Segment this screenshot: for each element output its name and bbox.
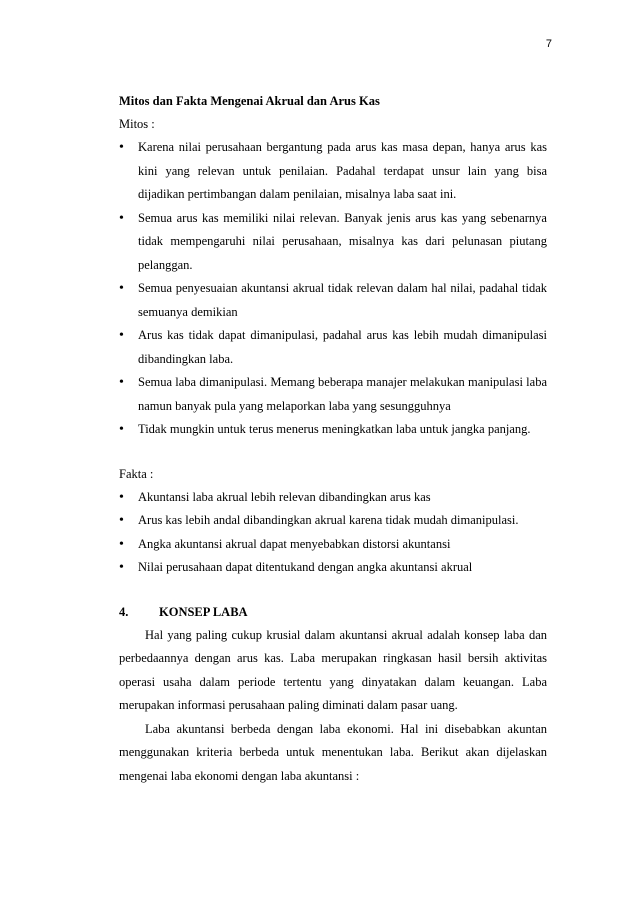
spacer [119, 442, 547, 462]
paragraph: Laba akuntansi berbeda dengan laba ekonomi. Hal ini disebabkan akuntan menggunakan kriteria berbeda untuk menentukan laba. Berikut akan dijelaskan mengenai laba ekonomi dengan laba akuntansi : [119, 721, 547, 783]
page-number: 7 [545, 38, 552, 50]
spacer [119, 580, 547, 600]
mitos-list [119, 136, 547, 442]
fakta-item: • Arus kas lebih andal dibandingkan akrual karena tidak mudah dimanipulasi. [119, 509, 547, 533]
section-heading-text: KONSEP LABA [159, 604, 248, 619]
section-heading [119, 600, 547, 624]
mitos-item: • Arus kas tidak dapat dimanipulasi, padahal arus kas lebih mudah dimanipulasi dibandingkan laba. [119, 324, 547, 371]
section-title: Mitos dan Fakta Mengenai Akrual dan Arus Kas [119, 94, 380, 108]
fakta-label: Fakta : [119, 466, 154, 481]
fakta-list [119, 486, 547, 580]
mitos-label: Mitos : [119, 117, 155, 131]
section-number: 4. [119, 604, 129, 619]
fakta-item: • Nilai perusahaan dapat ditentukand dengan angka akuntansi akrual [119, 556, 547, 580]
mitos-item: • Karena nilai perusahaan bergantung pada arus kas masa depan, hanya arus kas kini yang relevan untuk penilaian. Padahal terdapat unsur lain yang bisa dijadikan pertimbangan dalam penilaian, misalnya laba saat ini. [119, 136, 547, 207]
fakta-item: • Akuntansi laba akrual lebih relevan dibandingkan arus kas [119, 486, 547, 510]
fakta-item: • Angka akuntansi akrual dapat menyebabkan distorsi akuntansi [119, 533, 547, 557]
mitos-item: • Semua arus kas memiliki nilai relevan. Banyak jenis arus kas yang sebenarnya tidak mempengaruhi nilai perusahaan, misalnya kas dari pelunasan piutang pelanggan. [119, 207, 547, 278]
document-body [119, 90, 547, 788]
mitos-item: • Tidak mungkin untuk terus menerus meningkatkan laba untuk jangka panjang. [119, 418, 547, 442]
mitos-item: • Semua penyesuaian akuntansi akrual tidak relevan dalam hal nilai, padahal tidak semuanya demikian [119, 277, 547, 324]
mitos-item: • Semua laba dimanipulasi. Memang beberapa manajer melakukan manipulasi laba namun banyak pula yang melaporkan laba yang sesungguhnya [119, 371, 547, 418]
paragraph: Hal yang paling cukup krusial dalam akuntansi akrual adalah konsep laba dan perbedaannya dengan arus kas. Laba merupakan ringkasan hasil bersih aktivitas operasi usaha dalam periode tertentu yang dinyatakan dalam keuangan. Laba merupakan informasi perusahaan paling diminati dalam pasar uang. [119, 627, 547, 712]
